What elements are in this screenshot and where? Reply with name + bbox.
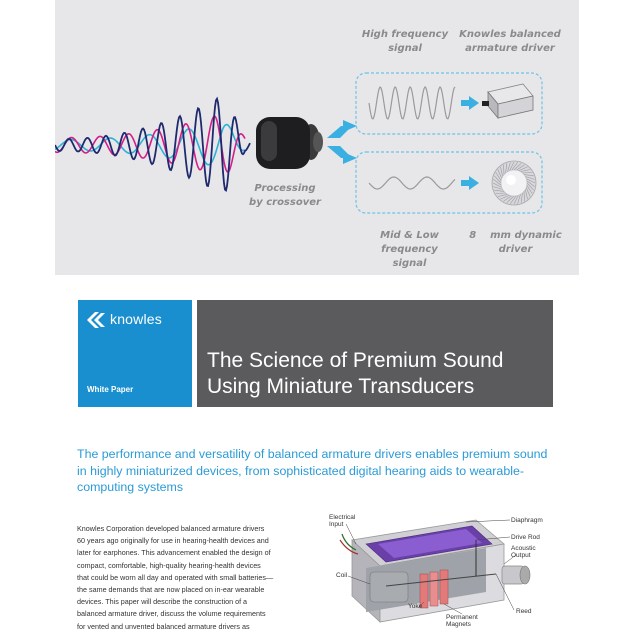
label-line: Electrical	[329, 514, 356, 521]
label-line: by crossover	[249, 197, 321, 208]
label-line: Magnets	[446, 621, 471, 628]
body-line: Knowles Corporation developed balanced armature drivers	[77, 524, 265, 533]
lead-paragraph: The performance and versatility of balanced armature drivers enables premium sound in highly miniaturized devices, from sophisticated digital hearing aids to wearable-computing systems	[77, 447, 548, 494]
mid-low-label	[367, 229, 452, 271]
earbud-icon	[256, 117, 323, 169]
arrow-icon	[461, 96, 479, 190]
label-line: Output	[511, 552, 531, 559]
label-diaphragm: Diaphragm	[511, 517, 543, 524]
body-line: compact, comfortable, high-quality hearing-health devices	[77, 560, 261, 570]
label-line: Processing	[254, 183, 316, 194]
body-line: 60 years ago originally for use in hearing-health devices and	[77, 536, 269, 546]
title-line-1: The Science of Premium Sound	[207, 349, 504, 372]
brand-panel	[78, 300, 192, 407]
label-line: High frequency	[361, 29, 449, 40]
label-permanent-magnets	[446, 614, 478, 628]
label-line: signal	[388, 43, 422, 54]
label-reed: Reed	[516, 608, 532, 615]
processing-label	[245, 182, 325, 210]
label-drive-rod: Drive Rod	[511, 534, 540, 541]
balanced-armature-cutaway	[326, 510, 556, 634]
high-frequency-wave	[369, 87, 455, 119]
knowles-logo-icon	[87, 311, 107, 329]
body-paragraph	[77, 523, 317, 633]
split-arrow-icon	[327, 120, 357, 164]
body-line: for vented and unvented balanced armature drivers as	[77, 621, 250, 631]
body-line: later for earphones. This advancement enabled the design of	[77, 548, 271, 558]
body-line: that could be worn all day and operated with small batteries—	[77, 572, 274, 582]
label-line: 8 mm dynamic	[469, 230, 562, 241]
label-line: Acoustic	[511, 545, 536, 552]
label-acoustic-output	[511, 545, 536, 559]
label-line: frequency	[381, 244, 438, 255]
body-line: the same demands that are now placed on in-ear wearable	[77, 585, 265, 595]
mixed-signal-wave-navy	[55, 99, 250, 191]
label-electrical-input	[329, 514, 355, 528]
label-line: Mid & Low	[380, 230, 439, 241]
title-line-2: Using Miniature Transducers	[207, 375, 475, 398]
label-line: Permanent	[446, 614, 478, 621]
high-frequency-label	[360, 28, 450, 56]
label-yoke: Yoke	[408, 603, 423, 610]
page-title	[207, 348, 503, 400]
document-type-label: White Paper	[87, 385, 134, 394]
body-line: devices. This paper will describe the construction of a	[77, 597, 248, 607]
dynamic-driver-icon	[492, 161, 536, 205]
low-frequency-wave	[369, 177, 455, 189]
label-line: armature driver	[465, 43, 555, 54]
label-line: Knowles balanced	[459, 29, 561, 40]
label-line: driver	[498, 244, 533, 255]
label-coil: Coil	[336, 572, 348, 579]
dynamic-driver-label	[463, 229, 568, 257]
body-line: balanced armature driver, discuss the volume requirements	[77, 609, 266, 619]
label-line: signal	[392, 258, 427, 269]
label-line: Input	[329, 521, 344, 528]
cutaway-diagram	[326, 510, 556, 634]
title-panel	[197, 300, 553, 407]
ba-driver-label	[455, 28, 565, 56]
hero-illustration	[55, 0, 579, 275]
brand-logo-text: knowles	[110, 311, 162, 327]
balanced-armature-driver-icon	[482, 84, 533, 118]
